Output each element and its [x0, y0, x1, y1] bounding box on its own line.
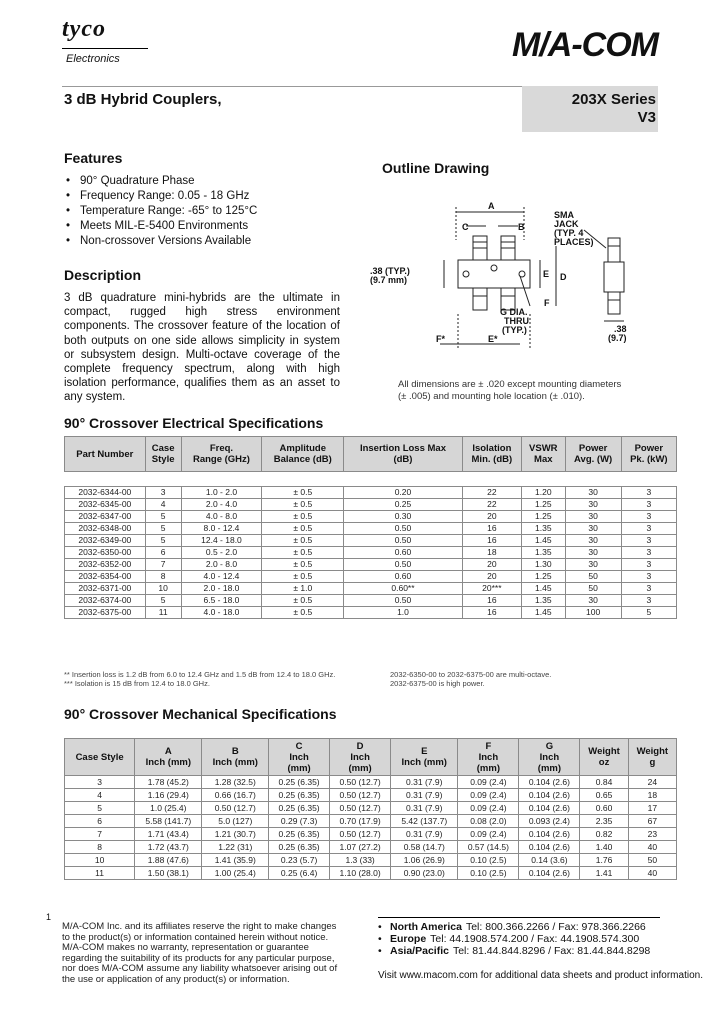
series-label: 203X Series — [571, 91, 656, 108]
table-cell: 16 — [462, 595, 521, 607]
table-cell: 2032-6374-00 — [65, 595, 146, 607]
table-cell: 7 — [145, 559, 181, 571]
col-header: F Inch (mm) — [458, 739, 519, 776]
table-cell: 11 — [145, 607, 181, 619]
col-header: Power Pk. (kW) — [621, 437, 676, 472]
table-cell: 3 — [621, 487, 676, 499]
table-cell: 1.78 (45.2) — [135, 776, 202, 789]
table-cell: 1.71 (43.4) — [135, 828, 202, 841]
col-header: A Inch (mm) — [135, 739, 202, 776]
table-cell: 5.58 (141.7) — [135, 815, 202, 828]
table-cell: 1.35 — [522, 547, 566, 559]
g-dia-label-3: (TYP.) — [502, 325, 527, 335]
sma-label-3: (TYP. 4 — [554, 228, 584, 238]
table-row — [65, 523, 677, 535]
table-cell: ± 0.5 — [262, 499, 344, 511]
list-item: • Meets MIL-E-5400 Environments — [66, 220, 249, 232]
col-header: E Inch (mm) — [391, 739, 458, 776]
table-cell: 16 — [462, 607, 521, 619]
table-header-row — [65, 739, 677, 776]
outline-drawing — [370, 196, 660, 376]
outline-note: All dimensions are ± .020 except mounting diameters (± .005) and mounting hole location (± .010). — [398, 379, 622, 402]
table-cell: 2.0 - 4.0 — [181, 499, 262, 511]
table-cell: 0.104 (2.6) — [519, 841, 580, 854]
table-cell: 0.60 — [344, 571, 462, 583]
table-cell: 2.35 — [580, 815, 628, 828]
table-cell: 30 — [565, 595, 621, 607]
table-cell: 3 — [621, 547, 676, 559]
table-cell: 1.40 — [580, 841, 628, 854]
table-cell: 3 — [621, 571, 676, 583]
table-cell: 0.10 (2.5) — [458, 867, 519, 880]
macom-logo: M/A-COM — [512, 26, 658, 64]
table-cell: 18 — [462, 547, 521, 559]
table-cell: 2032-6347-00 — [65, 511, 146, 523]
table-cell: 0.23 (5.7) — [269, 854, 330, 867]
dim-e-label: E — [543, 269, 550, 279]
col-header: Case Style — [65, 739, 135, 776]
table-cell: 0.25 (6.35) — [269, 828, 330, 841]
description-heading: Description — [64, 267, 142, 283]
table-row — [65, 583, 677, 595]
version-label: V3 — [637, 109, 656, 126]
col-header: C Inch (mm) — [269, 739, 330, 776]
table-header-row — [65, 437, 677, 472]
table-cell: 2.0 - 18.0 — [181, 583, 262, 595]
table-cell: 6.5 - 18.0 — [181, 595, 262, 607]
table-cell: 1.25 — [522, 511, 566, 523]
table-cell: 0.09 (2.4) — [458, 776, 519, 789]
table-cell: ± 0.5 — [262, 559, 344, 571]
table-cell: 0.60 — [344, 547, 462, 559]
sma-label-2: JACK — [554, 219, 579, 229]
table-cell: 0.093 (2.4) — [519, 815, 580, 828]
col-header: Insertion Loss Max (dB) — [344, 437, 462, 472]
table-cell: 17 — [628, 802, 676, 815]
table-cell: 23 — [628, 828, 676, 841]
table-cell: 1.06 (26.9) — [391, 854, 458, 867]
table-row — [65, 841, 677, 854]
table-cell: 1.10 (28.0) — [330, 867, 391, 880]
sma-label-4: PLACES) — [554, 237, 594, 247]
bullet-icon: • — [378, 945, 382, 957]
table-cell: 1.45 — [522, 607, 566, 619]
table-cell: 0.104 (2.6) — [519, 776, 580, 789]
table-cell: 1.0 - 2.0 — [181, 487, 262, 499]
dim-d-label: D — [560, 272, 567, 282]
table-cell: 20 — [462, 511, 521, 523]
table-cell: 50 — [565, 583, 621, 595]
bullet-icon: • — [66, 205, 71, 217]
table-cell: 0.50 (12.7) — [330, 776, 391, 789]
table-cell: 0.82 — [580, 828, 628, 841]
table-row — [65, 867, 677, 880]
col-header: Power Avg. (W) — [565, 437, 621, 472]
table-cell: 4.0 - 12.4 — [181, 571, 262, 583]
list-item: • North America Tel: 800.366.2266 / Fax: 978.366.2266 — [378, 921, 646, 933]
table-cell: 20*** — [462, 583, 521, 595]
col-header: Amplitude Balance (dB) — [262, 437, 344, 472]
table-cell: 0.29 (7.3) — [269, 815, 330, 828]
table-cell: 5 — [145, 535, 181, 547]
table-cell: 4 — [145, 499, 181, 511]
table-cell: 1.45 — [522, 535, 566, 547]
table-cell: 20 — [462, 559, 521, 571]
table-cell: 6 — [65, 815, 135, 828]
table-row — [65, 854, 677, 867]
table-cell: 1.07 (27.2) — [330, 841, 391, 854]
table-cell: 0.25 (6.35) — [269, 802, 330, 815]
table-cell: 0.50 (12.7) — [330, 789, 391, 802]
table-cell: 0.25 — [344, 499, 462, 511]
bullet-icon: • — [66, 190, 71, 202]
table-cell: 8 — [65, 841, 135, 854]
table-cell: ± 0.5 — [262, 571, 344, 583]
table-cell: 20 — [462, 571, 521, 583]
table-cell: 1.41 — [580, 867, 628, 880]
table-cell: 0.50 — [344, 595, 462, 607]
table-cell: 2032-6344-00 — [65, 487, 146, 499]
table-cell: 2032-6345-00 — [65, 499, 146, 511]
bullet-icon: • — [378, 921, 382, 933]
table-cell: 22 — [462, 499, 521, 511]
bullet-icon: • — [66, 220, 71, 232]
table-cell: 0.30 — [344, 511, 462, 523]
table-cell: 11 — [65, 867, 135, 880]
table-cell: 0.104 (2.6) — [519, 789, 580, 802]
page-title: 3 dB Hybrid Couplers, — [64, 91, 222, 108]
table-cell: 7 — [65, 828, 135, 841]
table-cell: 0.58 (14.7) — [391, 841, 458, 854]
dim-b-label: B — [518, 222, 525, 232]
table-cell: 1.72 (43.7) — [135, 841, 202, 854]
mechanical-specs-table — [64, 738, 677, 880]
table-cell: 0.70 (17.9) — [330, 815, 391, 828]
electrical-specs-table — [64, 436, 677, 619]
table-cell: 0.25 (6.35) — [269, 841, 330, 854]
table-cell: 0.25 (6.35) — [269, 789, 330, 802]
table-row — [65, 828, 677, 841]
table-cell: 50 — [565, 571, 621, 583]
table-cell: 3 — [621, 511, 676, 523]
table-cell: 30 — [565, 487, 621, 499]
table-cell: 2032-6375-00 — [65, 607, 146, 619]
features-heading: Features — [64, 150, 123, 166]
table-cell: 1.28 (32.5) — [202, 776, 269, 789]
typ-label-1: .38 (TYP.) — [370, 266, 410, 276]
table-cell: 1.22 (31) — [202, 841, 269, 854]
mechanical-specs-heading: 90° Crossover Mechanical Specifications — [64, 706, 337, 722]
table-cell: 0.25 (6.35) — [269, 776, 330, 789]
table-cell: 1.25 — [522, 571, 566, 583]
table-cell: 0.60 — [580, 802, 628, 815]
table-cell: 3 — [621, 583, 676, 595]
footer-rule — [378, 917, 660, 918]
table-cell: 30 — [565, 523, 621, 535]
table-cell: 1.76 — [580, 854, 628, 867]
table-cell: 3 — [621, 595, 676, 607]
table-cell: 1.25 — [522, 499, 566, 511]
col-header: B Inch (mm) — [202, 739, 269, 776]
table-cell: 6 — [145, 547, 181, 559]
table-cell: 3 — [621, 559, 676, 571]
list-item: • Asia/Pacific Tel: 81.44.844.8296 / Fax: 81.44.844.8298 — [378, 945, 651, 957]
table-cell: 24 — [628, 776, 676, 789]
table-cell: ± 0.5 — [262, 523, 344, 535]
table-cell: 30 — [565, 511, 621, 523]
table-cell: 1.88 (47.6) — [135, 854, 202, 867]
table-row — [65, 815, 677, 828]
tyco-logo: tyco — [62, 16, 106, 42]
bullet-icon: • — [66, 175, 71, 187]
table-row — [65, 607, 677, 619]
contact-list — [378, 921, 650, 957]
table-row — [65, 571, 677, 583]
dim-f-label: F — [544, 298, 550, 308]
col-header: VSWR Max — [522, 437, 566, 472]
table-cell: 2032-6354-00 — [65, 571, 146, 583]
table-cell: 67 — [628, 815, 676, 828]
table-cell: 0.09 (2.4) — [458, 802, 519, 815]
table-cell: 1.0 — [344, 607, 462, 619]
dim-c-label: C — [462, 222, 469, 232]
table-cell: 16 — [462, 535, 521, 547]
table-cell: 8.0 - 12.4 — [181, 523, 262, 535]
table-cell: 0.60** — [344, 583, 462, 595]
outline-drawing-heading: Outline Drawing — [382, 160, 490, 176]
table-cell: 0.14 (3.6) — [519, 854, 580, 867]
table-cell: 1.50 (38.1) — [135, 867, 202, 880]
table-cell: 1.45 — [522, 583, 566, 595]
table-cell: 40 — [628, 841, 676, 854]
col-header: Isolation Min. (dB) — [462, 437, 521, 472]
g-dia-label-1: G DIA. — [500, 307, 528, 317]
table-cell: 5 — [145, 523, 181, 535]
table-cell: 22 — [462, 487, 521, 499]
table-cell: 0.31 (7.9) — [391, 828, 458, 841]
table-cell: 0.66 (16.7) — [202, 789, 269, 802]
table-row — [65, 595, 677, 607]
table-cell: 2032-6348-00 — [65, 523, 146, 535]
table-cell: 2032-6352-00 — [65, 559, 146, 571]
bullet-icon: • — [378, 933, 382, 945]
list-item: • 90° Quadrature Phase — [66, 175, 195, 187]
table-cell: 0.20 — [344, 487, 462, 499]
table-cell: 30 — [565, 547, 621, 559]
table-row — [65, 547, 677, 559]
table-cell: 0.31 (7.9) — [391, 776, 458, 789]
table-cell: 16 — [462, 523, 521, 535]
table-cell: 18 — [628, 789, 676, 802]
col-header: Freq. Range (GHz) — [181, 437, 262, 472]
side-dim-label-1: .38 — [614, 324, 627, 334]
table-cell: 10 — [65, 854, 135, 867]
side-dim-label-2: (9.7) — [608, 333, 627, 343]
tyco-logo-subtitle: Electronics — [66, 53, 120, 65]
table-cell: 0.65 — [580, 789, 628, 802]
dim-f-star-label: F* — [436, 334, 445, 344]
table-cell: ± 0.5 — [262, 595, 344, 607]
table-cell: 5.0 (127) — [202, 815, 269, 828]
table-cell: 50 — [628, 854, 676, 867]
table-cell: 3 — [65, 776, 135, 789]
dim-e-star-label: E* — [488, 334, 498, 344]
table-row — [65, 789, 677, 802]
table-cell: 1.35 — [522, 523, 566, 535]
col-header: G Inch (mm) — [519, 739, 580, 776]
col-header: Weight g — [628, 739, 676, 776]
list-item: • Europe Tel: 44.1908.574.200 / Fax: 44.1908.574.300 — [378, 933, 640, 945]
col-header: D Inch (mm) — [330, 739, 391, 776]
table-cell: 1.41 (35.9) — [202, 854, 269, 867]
table-cell: ± 0.5 — [262, 487, 344, 499]
electrical-specs-heading: 90° Crossover Electrical Specifications — [64, 415, 324, 431]
table-cell: 0.90 (23.0) — [391, 867, 458, 880]
table-cell: 4.0 - 18.0 — [181, 607, 262, 619]
table-cell: 30 — [565, 499, 621, 511]
table-cell: 0.50 (12.7) — [330, 802, 391, 815]
table-row — [65, 559, 677, 571]
visit-website-link[interactable]: Visit www.macom.com for additional data sheets and product information. — [378, 970, 703, 981]
table-cell: 0.09 (2.4) — [458, 789, 519, 802]
disclaimer-text: M/A-COM Inc. and its affiliates reserve the right to make changes to the product(s) or information contained herein without notice. M/A-COM makes no warranty, representation or guarantee regarding the suitability of its products for any particular purpose, nor does M/A-COM assume any liability whatsoever arising out of the use or application of any product(s) or information. — [62, 921, 338, 985]
table-cell: 0.84 — [580, 776, 628, 789]
table-cell: ± 1.0 — [262, 583, 344, 595]
table-cell: 5 — [65, 802, 135, 815]
g-dia-label-2: THRU — [504, 316, 529, 326]
table-cell: 12.4 - 18.0 — [181, 535, 262, 547]
table-cell: 5 — [145, 511, 181, 523]
table-cell: 0.10 (2.5) — [458, 854, 519, 867]
table-cell: 3 — [621, 523, 676, 535]
table-cell: 0.57 (14.5) — [458, 841, 519, 854]
table-row — [65, 511, 677, 523]
col-header: Part Number — [65, 437, 146, 472]
table-cell: 4.0 - 8.0 — [181, 511, 262, 523]
table-cell: 0.104 (2.6) — [519, 828, 580, 841]
table-cell: 30 — [565, 559, 621, 571]
electrical-side-notes: 2032-6350-00 to 2032-6375-00 are multi-octave. 2032-6375-00 is high power. — [390, 670, 552, 688]
table-cell: 0.50 — [344, 559, 462, 571]
dim-a-label: A — [488, 201, 495, 211]
bullet-icon: • — [66, 235, 71, 247]
table-cell: ± 0.5 — [262, 607, 344, 619]
table-cell: 1.00 (25.4) — [202, 867, 269, 880]
table-cell: 1.30 — [522, 559, 566, 571]
logo-rule — [62, 48, 148, 49]
table-cell: 0.31 (7.9) — [391, 802, 458, 815]
table-cell: 1.20 — [522, 487, 566, 499]
table-cell: ± 0.5 — [262, 511, 344, 523]
electrical-footnotes: ** Insertion loss is 1.2 dB from 6.0 to 12.4 GHz and 1.5 dB from 12.4 to 18.0 GHz. *** Isolation is 15 dB from 12.4 to 18.0 GHz. — [64, 670, 336, 688]
table-cell: 0.50 — [344, 523, 462, 535]
electrical-table-body — [65, 487, 677, 619]
table-cell: 30 — [565, 535, 621, 547]
table-cell: 0.08 (2.0) — [458, 815, 519, 828]
page-number: 1 — [46, 912, 52, 922]
table-cell: 0.104 (2.6) — [519, 867, 580, 880]
list-item: • Non-crossover Versions Available — [66, 235, 252, 247]
table-row — [65, 535, 677, 547]
table-cell: 3 — [621, 535, 676, 547]
table-cell: 1.35 — [522, 595, 566, 607]
table-cell: 4 — [65, 789, 135, 802]
table-cell: 100 — [565, 607, 621, 619]
table-cell: 5.42 (137.7) — [391, 815, 458, 828]
table-cell: 0.104 (2.6) — [519, 802, 580, 815]
table-cell: 2.0 - 8.0 — [181, 559, 262, 571]
table-cell: 5 — [621, 607, 676, 619]
table-cell: 2032-6349-00 — [65, 535, 146, 547]
table-spacer-row — [65, 472, 677, 487]
table-cell: 1.3 (33) — [330, 854, 391, 867]
table-cell: 0.31 (7.9) — [391, 789, 458, 802]
table-cell: 0.25 (6.4) — [269, 867, 330, 880]
mechanical-table-body — [65, 776, 677, 880]
table-row — [65, 776, 677, 789]
table-cell: 40 — [628, 867, 676, 880]
typ-label-2: (9.7 mm) — [370, 275, 408, 285]
table-cell: 0.50 — [344, 535, 462, 547]
col-header: Case Style — [145, 437, 181, 472]
table-cell: 0.50 (12.7) — [202, 802, 269, 815]
table-cell: 5 — [145, 595, 181, 607]
table-cell: ± 0.5 — [262, 547, 344, 559]
table-cell: 1.16 (29.4) — [135, 789, 202, 802]
table-row — [65, 802, 677, 815]
table-row — [65, 487, 677, 499]
table-cell: 8 — [145, 571, 181, 583]
table-cell: 0.50 (12.7) — [330, 828, 391, 841]
table-cell: 2032-6350-00 — [65, 547, 146, 559]
table-cell: 0.09 (2.4) — [458, 828, 519, 841]
list-item: • Frequency Range: 0.05 - 18 GHz — [66, 190, 250, 202]
table-cell: 3 — [621, 499, 676, 511]
table-cell: 0.5 - 2.0 — [181, 547, 262, 559]
table-cell: ± 0.5 — [262, 535, 344, 547]
table-row — [65, 499, 677, 511]
table-cell: 1.21 (30.7) — [202, 828, 269, 841]
list-item: • Temperature Range: -65° to 125°C — [66, 205, 258, 217]
features-list — [66, 174, 257, 249]
table-cell: 1.0 (25.4) — [135, 802, 202, 815]
table-cell: 10 — [145, 583, 181, 595]
table-cell: 3 — [145, 487, 181, 499]
sma-label-1: SMA — [554, 210, 574, 220]
description-text: 3 dB quadrature mini-hybrids are the ultimate in compact, rugged high stress environment components. The crossover feature of the location of both outputs on one side allows simplicity in system or subsystem design. Multi-octave coverage of the complete frequency spectrum, along with high isolation performance, qualifies them as an asset to any system. — [64, 292, 340, 404]
col-header: Weight oz — [580, 739, 628, 776]
table-cell: 2032-6371-00 — [65, 583, 146, 595]
